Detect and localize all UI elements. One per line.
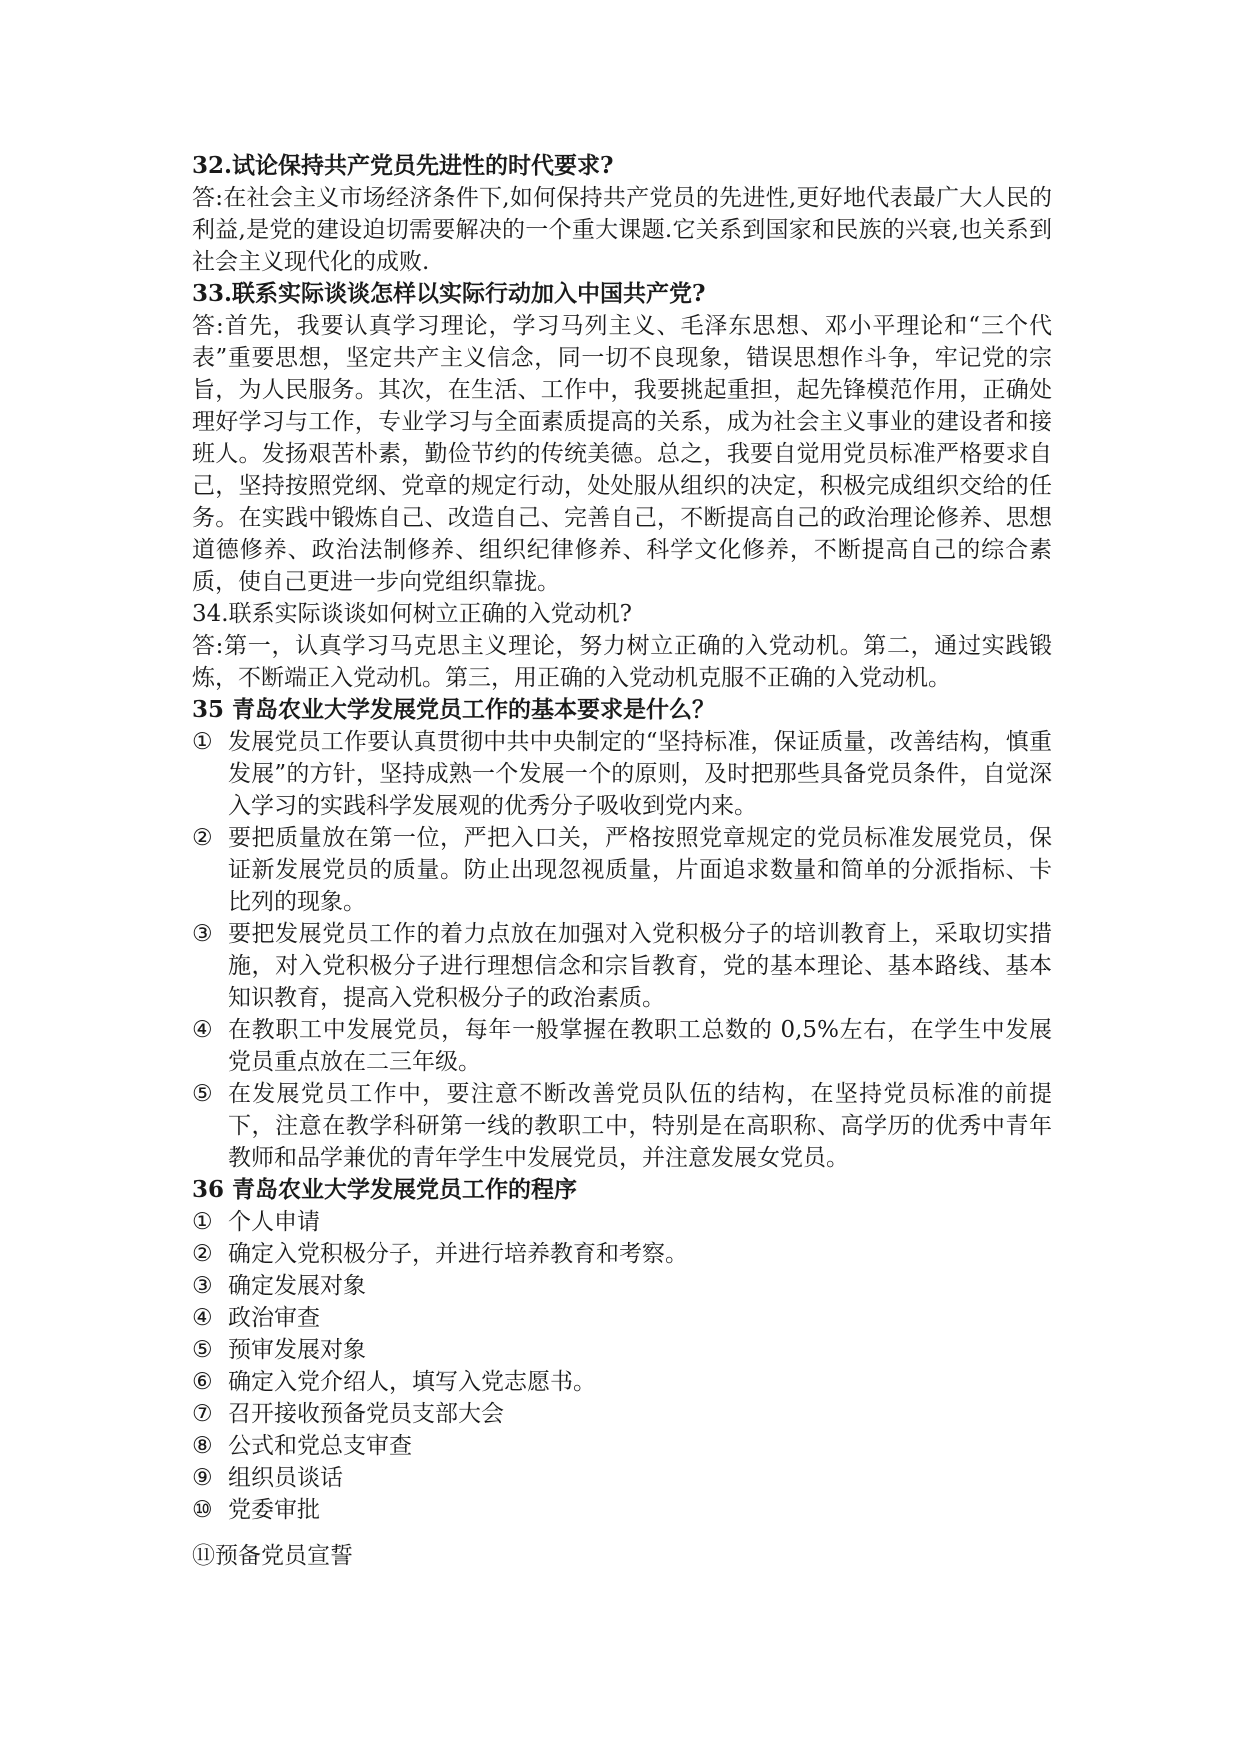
list-item-number: ⑦ <box>192 1401 213 1427</box>
question-32: 32.试论保持共产党员先进性的时代要求? <box>192 152 614 179</box>
list-item <box>192 1494 1052 1526</box>
list-item-text: 组织员谈话 <box>228 1465 343 1491</box>
list-item <box>192 1270 1052 1302</box>
question-35: 35 青岛农业大学发展党员工作的基本要求是什么？ <box>192 696 716 723</box>
list-item-number: ⑤ <box>192 1081 213 1107</box>
answer-34: 答:第一，认真学习马克思主义理论，努力树立正确的入党动机。第二，通过实践锻炼，不断端正入党动机。第三，用正确的入党动机克服不正确的入党动机。 <box>192 633 1052 691</box>
list-item <box>192 1398 1052 1430</box>
list-item-text: 发展党员工作要认真贯彻中共中央制定的“坚持标准，保证质量，改善结构，慎重发展”的方针，坚持成熟一个发展一个的原则，及时把那些具备党员条件，自觉深入学习的实践科学发展观的优秀分子吸收到党内来。 <box>228 729 1052 819</box>
list-item-text: 政治审查 <box>228 1305 320 1331</box>
list-item <box>192 1238 1052 1270</box>
list-item <box>192 918 1052 1014</box>
list-item-number: ① <box>192 1209 213 1235</box>
list-item <box>192 1078 1052 1174</box>
list-item <box>192 726 1052 822</box>
list-item-number: ② <box>192 825 213 851</box>
question-33: 33.联系实际谈谈怎样以实际行动加入中国共产党? <box>192 280 706 307</box>
list-item-text: 要把发展党员工作的着力点放在加强对入党积极分子的培训教育上，采取切实措施，对入党积极分子进行理想信念和宗旨教育，党的基本理论、基本路线、基本知识教育，提高入党积极分子的政治素质。 <box>228 921 1052 1011</box>
list-item <box>192 1302 1052 1334</box>
list-item-number: ⑩ <box>192 1497 213 1523</box>
list-item-number: ④ <box>192 1305 213 1331</box>
list-item-text: 确定发展对象 <box>228 1273 366 1299</box>
list-item-number: ④ <box>192 1017 213 1043</box>
list-item-number: ③ <box>192 921 213 947</box>
procedure-last-item: ⑪预备党员宣誓 <box>192 1543 353 1569</box>
list-item <box>192 1014 1052 1078</box>
answer-33: 答:首先，我要认真学习理论，学习马列主义、毛泽东思想、邓小平理论和“三个代表”重要思想，坚定共产主义信念，同一切不良现象，错误思想作斗争，牢记党的宗旨，为人民服务。其次，在生活、工作中，我要挑起重担，起先锋模范作用，正确处理好学习与工作，专业学习与全面素质提高的关系，成为社会主义事业的建设者和接班人。发扬艰苦朴素，勤俭节约的传统美德。总之，我要自觉用党员标准严格要求自己，坚持按照党纲、党章的规定行动，处处服从组织的决定，积极完成组织交给的任务。在实践中锻炼自己、改造自己、完善自己，不断提高自己的政治理论修养、思想道德修养、政治法制修养、组织纪律修养、科学文化修养，不断提高自己的综合素质，使自己更进一步向党组织靠拢。 <box>192 313 1052 595</box>
list-item <box>192 1206 1052 1238</box>
list-item <box>192 822 1052 918</box>
list-item <box>192 1462 1052 1494</box>
list-item-number: ③ <box>192 1273 213 1299</box>
list-item-number: ⑥ <box>192 1369 213 1395</box>
list-item <box>192 1334 1052 1366</box>
list-item-text: 召开接收预备党员支部大会 <box>228 1401 504 1427</box>
list-item-number: ① <box>192 729 213 755</box>
list-item-text: 确定入党积极分子，并进行培养教育和考察。 <box>228 1241 688 1267</box>
list-item-number: ⑨ <box>192 1465 213 1491</box>
requirements-list <box>192 726 1052 1174</box>
list-item-text: 在教职工中发展党员，每年一般掌握在教职工总数的 0,5%左右，在学生中发展党员重点放在二三年级。 <box>228 1017 1052 1075</box>
answer-32: 答:在社会主义市场经济条件下,如何保持共产党员的先进性,更好地代表最广大人民的利益,是党的建设迫切需要解决的一个重大课题.它关系到国家和民族的兴衰,也关系到社会主义现代化的成败. <box>192 185 1052 275</box>
document-page <box>192 150 1052 1572</box>
question-34: 34.联系实际谈谈如何树立正确的入党动机? <box>192 601 632 627</box>
list-item <box>192 1366 1052 1398</box>
procedure-list <box>192 1206 1052 1526</box>
list-item-text: 公式和党总支审查 <box>228 1433 412 1459</box>
list-item-text: 预审发展对象 <box>228 1337 366 1363</box>
list-item <box>192 1430 1052 1462</box>
list-item-number: ② <box>192 1241 213 1267</box>
list-item-number: ⑤ <box>192 1337 213 1363</box>
question-36: 36 青岛农业大学发展党员工作的程序 <box>192 1176 578 1203</box>
list-item-text: 要把质量放在第一位，严把入口关，严格按照党章规定的党员标准发展党员，保证新发展党员的质量。防止出现忽视质量，片面追求数量和简单的分派指标、卡比列的现象。 <box>228 825 1052 915</box>
list-item-number: ⑧ <box>192 1433 213 1459</box>
list-item-text: 在发展党员工作中，要注意不断改善党员队伍的结构，在坚持党员标准的前提下，注意在教学科研第一线的教职工中，特别是在高职称、高学历的优秀中青年教师和品学兼优的青年学生中发展党员，并注意发展女党员。 <box>228 1081 1052 1171</box>
list-item-text: 党委审批 <box>228 1497 320 1523</box>
list-item-text: 确定入党介绍人，填写入党志愿书。 <box>228 1369 596 1395</box>
list-item-text: 个人申请 <box>228 1209 320 1235</box>
